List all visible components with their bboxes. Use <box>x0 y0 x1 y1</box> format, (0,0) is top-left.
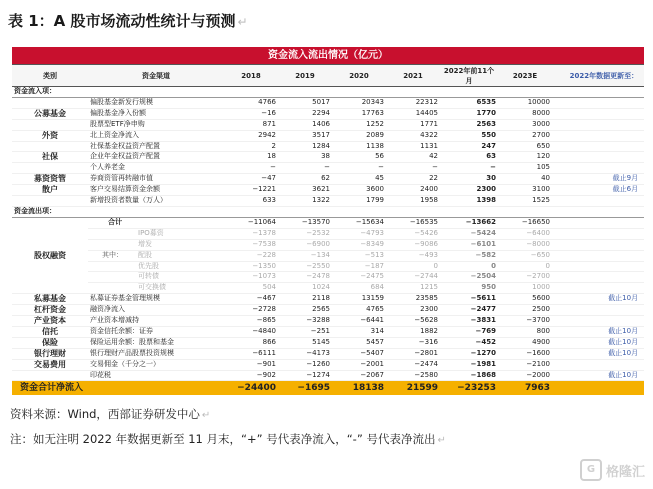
value-cell: −452 <box>440 337 498 348</box>
value-cell: −1270 <box>440 348 498 359</box>
update-note-cell <box>552 130 644 141</box>
value-cell: 504 <box>224 283 278 294</box>
value-cell: 2700 <box>498 130 552 141</box>
sub-label: 其中： <box>102 250 123 259</box>
value-cell: 550 <box>440 130 498 141</box>
value-cell: −9086 <box>386 239 440 250</box>
sub-row <box>12 283 644 294</box>
grand-total-value: 21599 <box>386 381 440 396</box>
value-cell: 1882 <box>386 326 440 337</box>
footnote-text: 注：如无注明 2022 年数据更新至 11 月末，“+” 号代表净流入，“-” 号代表净流出 <box>10 432 436 446</box>
value-cell: 2300 <box>440 185 498 196</box>
update-note-cell <box>552 316 644 327</box>
update-note-cell <box>552 152 644 163</box>
value-cell: −513 <box>332 250 386 261</box>
value-cell: 1398 <box>440 196 498 207</box>
value-cell: 1958 <box>386 196 440 207</box>
update-note-cell <box>552 250 644 261</box>
item-cell: 银行理财产品股票投资规模 <box>88 348 224 359</box>
return-mark: ↵ <box>201 410 211 421</box>
value-cell: 871 <box>224 119 278 130</box>
value-cell: −865 <box>224 316 278 327</box>
category-cell: 散户 <box>12 185 88 196</box>
value-cell: 2563 <box>440 119 498 130</box>
value-cell: 5145 <box>278 337 332 348</box>
value-cell: 1770 <box>440 108 498 119</box>
item-cell: 保险运用余额：股票和基金 <box>88 337 224 348</box>
sub-row <box>12 228 644 239</box>
category-cell: 产业资本 <box>12 316 88 327</box>
table-row <box>12 294 644 305</box>
value-cell: 1252 <box>332 119 386 130</box>
value-cell: −251 <box>278 326 332 337</box>
value-cell: 3517 <box>278 130 332 141</box>
value-cell: 3100 <box>498 185 552 196</box>
value-cell: 1771 <box>386 119 440 130</box>
item-cell: 社保基金权益资产配置 <box>88 141 224 152</box>
category-cell <box>12 97 88 108</box>
value-cell: 800 <box>498 326 552 337</box>
value-cell: 62 <box>278 174 332 185</box>
table-row <box>12 370 644 381</box>
value-cell: −8000 <box>498 239 552 250</box>
update-note-cell <box>552 228 644 239</box>
item-cell: 新增投资者数量（万人） <box>88 196 224 207</box>
update-note-cell: 截止10月 <box>552 326 644 337</box>
grand-total-value: −1695 <box>278 381 332 396</box>
category-cell <box>12 370 88 381</box>
value-cell: 14405 <box>386 108 440 119</box>
value-cell: −582 <box>440 250 498 261</box>
table-header-row <box>12 65 644 87</box>
value-cell: −316 <box>386 337 440 348</box>
category-cell: 募资资管 <box>12 174 88 185</box>
value-cell: −187 <box>332 261 386 272</box>
update-note-cell: 截止10月 <box>552 294 644 305</box>
value-cell: −2000 <box>498 370 552 381</box>
update-note-cell <box>552 141 644 152</box>
category-cell: 外资 <box>12 130 88 141</box>
sub-item-cell: 优先股 <box>88 261 224 272</box>
value-cell: −2001 <box>332 359 386 370</box>
value-cell: 3000 <box>498 119 552 130</box>
value-cell: −134 <box>278 250 332 261</box>
value-cell: −1600 <box>498 348 552 359</box>
value-cell: −4840 <box>224 326 278 337</box>
update-note-cell: 截止6月 <box>552 185 644 196</box>
value-cell: 1131 <box>386 141 440 152</box>
watermark <box>580 459 645 481</box>
table-row <box>12 119 644 130</box>
value-cell: 120 <box>498 152 552 163</box>
category-cell <box>12 163 88 174</box>
item-cell: 北上资金净流入 <box>88 130 224 141</box>
sub-item-cell <box>88 250 224 261</box>
value-cell: −13662 <box>440 217 498 228</box>
table-row <box>12 163 644 174</box>
value-cell: 18 <box>224 152 278 163</box>
category-cell: 社保 <box>12 152 88 163</box>
table-row <box>12 97 644 108</box>
value-cell: −6400 <box>498 228 552 239</box>
value-cell: −47 <box>224 174 278 185</box>
value-cell: 30 <box>440 174 498 185</box>
value-cell: 1024 <box>278 283 332 294</box>
item-cell: 偏股基金净入份额 <box>88 108 224 119</box>
sub-item-cell: IPO募资 <box>88 228 224 239</box>
value-cell: 4900 <box>498 337 552 348</box>
item-cell: 股票型ETF净申购 <box>88 119 224 130</box>
table-banner: 资金流入流出情况（亿元） <box>12 47 644 65</box>
category-cell: 私募基金 <box>12 294 88 305</box>
value-cell: −2504 <box>440 272 498 283</box>
value-cell: − <box>332 163 386 174</box>
value-cell: −2475 <box>332 272 386 283</box>
value-cell: −16650 <box>498 217 552 228</box>
value-cell: −11064 <box>224 217 278 228</box>
value-cell: −1981 <box>440 359 498 370</box>
sub-item-cell: 可交换债 <box>88 283 224 294</box>
column-header: 2019 <box>278 65 332 87</box>
column-header: 2018 <box>224 65 278 87</box>
category-cell <box>12 119 88 130</box>
item-cell: 企业年金权益资产配置 <box>88 152 224 163</box>
column-header: 2021 <box>386 65 440 87</box>
value-cell: 4322 <box>386 130 440 141</box>
value-cell: −2801 <box>386 348 440 359</box>
value-cell: −2550 <box>278 261 332 272</box>
value-cell: −2477 <box>440 305 498 316</box>
item-cell: 融资净流入 <box>88 305 224 316</box>
value-cell: −3700 <box>498 316 552 327</box>
table-row <box>12 359 644 370</box>
table-row <box>12 348 644 359</box>
source-note <box>10 406 210 422</box>
value-cell: 17763 <box>332 108 386 119</box>
item-cell: 客户交易结算资金余额 <box>88 185 224 196</box>
value-cell: −467 <box>224 294 278 305</box>
value-cell: 42 <box>386 152 440 163</box>
value-cell: 8000 <box>498 108 552 119</box>
watermark-text: 格隆汇 <box>605 464 645 480</box>
value-cell: −650 <box>498 250 552 261</box>
sub-row <box>12 261 644 272</box>
value-cell: −16 <box>224 108 278 119</box>
value-cell: − <box>278 163 332 174</box>
value-cell: −7538 <box>224 239 278 250</box>
value-cell: 2 <box>224 141 278 152</box>
value-cell: 56 <box>332 152 386 163</box>
value-cell: −13570 <box>278 217 332 228</box>
value-cell: 4766 <box>224 97 278 108</box>
value-cell: −5407 <box>332 348 386 359</box>
grand-total-note <box>552 381 644 396</box>
section-row-outflow <box>12 206 644 217</box>
update-note-cell <box>552 272 644 283</box>
value-cell: −1221 <box>224 185 278 196</box>
value-cell: 40 <box>498 174 552 185</box>
value-cell: 2400 <box>386 185 440 196</box>
section-label-outflow: 资金流出项： <box>12 206 644 217</box>
value-cell: −769 <box>440 326 498 337</box>
update-note-cell: 截止10月 <box>552 370 644 381</box>
table-row <box>12 130 644 141</box>
value-cell: −5611 <box>440 294 498 305</box>
value-cell: −3288 <box>278 316 332 327</box>
section-label-inflow: 资金流入项： <box>12 87 644 98</box>
column-header: 资金渠道 <box>88 65 224 87</box>
item-cell: 个人养老金 <box>88 163 224 174</box>
value-cell: −2744 <box>386 272 440 283</box>
category-cell: 公募基金 <box>12 108 88 119</box>
value-cell: 45 <box>332 174 386 185</box>
update-note-cell <box>552 305 644 316</box>
table-row <box>12 305 644 316</box>
value-cell: 2294 <box>278 108 332 119</box>
update-note-cell <box>552 97 644 108</box>
value-cell: 1406 <box>278 119 332 130</box>
value-cell: 866 <box>224 337 278 348</box>
table-row <box>12 316 644 327</box>
update-note-cell <box>552 119 644 130</box>
value-cell: 5457 <box>332 337 386 348</box>
table-caption <box>8 10 248 31</box>
update-note-cell <box>552 163 644 174</box>
table-row <box>12 196 644 207</box>
category-cell: 银行理财 <box>12 348 88 359</box>
value-cell: 2942 <box>224 130 278 141</box>
value-cell: 0 <box>498 261 552 272</box>
sub-row <box>12 272 644 283</box>
value-cell: −5424 <box>440 228 498 239</box>
grand-total-value: 18138 <box>332 381 386 396</box>
update-note-cell <box>552 239 644 250</box>
item-cell: 券商资管再转融市值 <box>88 174 224 185</box>
table-row <box>12 337 644 348</box>
value-cell: −15634 <box>332 217 386 228</box>
value-cell: −2728 <box>224 305 278 316</box>
return-mark: ↵ <box>237 15 248 29</box>
value-cell: −2700 <box>498 272 552 283</box>
value-cell: −901 <box>224 359 278 370</box>
update-note-cell <box>552 283 644 294</box>
table-row <box>12 185 644 196</box>
item-cell: 印花税 <box>88 370 224 381</box>
value-cell: 1799 <box>332 196 386 207</box>
value-cell: 1000 <box>498 283 552 294</box>
category-cell <box>12 141 88 152</box>
value-cell: 1322 <box>278 196 332 207</box>
column-header: 2023E <box>498 65 552 87</box>
table-row <box>12 141 644 152</box>
value-cell: −6441 <box>332 316 386 327</box>
value-cell: 3621 <box>278 185 332 196</box>
value-cell: −902 <box>224 370 278 381</box>
value-cell: −1378 <box>224 228 278 239</box>
value-cell: 0 <box>440 261 498 272</box>
value-cell: 5600 <box>498 294 552 305</box>
value-cell: −6111 <box>224 348 278 359</box>
value-cell: 633 <box>224 196 278 207</box>
value-cell: 2300 <box>386 305 440 316</box>
value-cell: 5017 <box>278 97 332 108</box>
value-cell: −2474 <box>386 359 440 370</box>
value-cell: 2118 <box>278 294 332 305</box>
category-cell <box>12 196 88 207</box>
value-cell: 22 <box>386 174 440 185</box>
value-cell: −6900 <box>278 239 332 250</box>
value-cell: 6535 <box>440 97 498 108</box>
value-cell: 38 <box>278 152 332 163</box>
item-cell: 资金信托余额：证券 <box>88 326 224 337</box>
update-note-cell: 截止10月 <box>552 337 644 348</box>
table-row <box>12 174 644 185</box>
update-note-cell <box>552 217 644 228</box>
category-cell: 信托 <box>12 326 88 337</box>
section-row-inflow <box>12 87 644 98</box>
column-header: 2022年数据更新至： <box>552 65 644 87</box>
liquidity-table <box>12 47 644 395</box>
item-cell: 私募证券基金管理规模 <box>88 294 224 305</box>
value-cell: −2100 <box>498 359 552 370</box>
table-row <box>12 108 644 119</box>
value-cell: −6101 <box>440 239 498 250</box>
column-header: 2020 <box>332 65 386 87</box>
item-cell: 交易佣金（千分之一） <box>88 359 224 370</box>
grand-total-value: −24400 <box>224 381 278 396</box>
sub-item-cell: 可转债 <box>88 272 224 283</box>
value-cell: 105 <box>498 163 552 174</box>
item-cell: 合计 <box>88 217 224 228</box>
table-row <box>12 326 644 337</box>
value-cell: 2565 <box>278 305 332 316</box>
value-cell: −4173 <box>278 348 332 359</box>
sub-item-text: 配股 <box>138 250 152 259</box>
value-cell: −16535 <box>386 217 440 228</box>
update-note-cell <box>552 196 644 207</box>
value-cell: − <box>386 163 440 174</box>
return-mark: ↵ <box>437 435 446 446</box>
category-cell: 杠杆资金 <box>12 305 88 316</box>
sub-row <box>12 250 644 261</box>
update-note-cell: 截止10月 <box>552 348 644 359</box>
value-cell: 22312 <box>386 97 440 108</box>
value-cell: 4765 <box>332 305 386 316</box>
value-cell: 2500 <box>498 305 552 316</box>
value-cell: 684 <box>332 283 386 294</box>
grand-total-label: 资金合计净流入 <box>12 381 224 396</box>
source-text: 资料来源：Wind，西部证券研发中心 <box>10 407 200 421</box>
value-cell: 1138 <box>332 141 386 152</box>
value-cell: 1525 <box>498 196 552 207</box>
value-cell: 247 <box>440 141 498 152</box>
sub-item-cell: 增发 <box>88 239 224 250</box>
update-note-cell: 截止9月 <box>552 174 644 185</box>
footnote <box>10 431 446 447</box>
value-cell: 2089 <box>332 130 386 141</box>
column-header: 2022年前11个月 <box>440 65 498 87</box>
value-cell: 1284 <box>278 141 332 152</box>
table-banner-row <box>12 47 644 65</box>
value-cell: 3600 <box>332 185 386 196</box>
category-cell: 交易费用 <box>12 359 88 370</box>
value-cell: 63 <box>440 152 498 163</box>
update-note-cell <box>552 108 644 119</box>
value-cell: −1350 <box>224 261 278 272</box>
value-cell: −2067 <box>332 370 386 381</box>
value-cell: −8349 <box>332 239 386 250</box>
value-cell: 650 <box>498 141 552 152</box>
value-cell: −228 <box>224 250 278 261</box>
value-cell: −3831 <box>440 316 498 327</box>
category-cell: 保险 <box>12 337 88 348</box>
value-cell: 314 <box>332 326 386 337</box>
watermark-logo-icon: G <box>580 459 602 481</box>
value-cell: −1260 <box>278 359 332 370</box>
value-cell: −5628 <box>386 316 440 327</box>
table-row <box>12 217 644 228</box>
item-cell: 产业资本增减持 <box>88 316 224 327</box>
item-cell: 偏股基金新发行规模 <box>88 97 224 108</box>
table-row <box>12 152 644 163</box>
column-header: 类别 <box>12 65 88 87</box>
liquidity-table-container <box>12 47 644 395</box>
grand-total-value: 7963 <box>498 381 552 396</box>
sub-row <box>12 239 644 250</box>
value-cell: −1274 <box>278 370 332 381</box>
value-cell: −5426 <box>386 228 440 239</box>
value-cell: −1073 <box>224 272 278 283</box>
grand-total-row <box>12 381 644 396</box>
caption-title: 表 1：A 股市场流动性统计与预测 <box>8 12 236 30</box>
value-cell: 20343 <box>332 97 386 108</box>
grand-total-value: −23253 <box>440 381 498 396</box>
value-cell: −493 <box>386 250 440 261</box>
value-cell: − <box>224 163 278 174</box>
value-cell: −2478 <box>278 272 332 283</box>
value-cell: 10000 <box>498 97 552 108</box>
value-cell: −1868 <box>440 370 498 381</box>
update-note-cell <box>552 261 644 272</box>
value-cell: 23585 <box>386 294 440 305</box>
value-cell: −2532 <box>278 228 332 239</box>
value-cell: −2580 <box>386 370 440 381</box>
value-cell: 13159 <box>332 294 386 305</box>
value-cell: 0 <box>386 261 440 272</box>
value-cell: − <box>440 163 498 174</box>
update-note-cell <box>552 359 644 370</box>
value-cell: 950 <box>440 283 498 294</box>
value-cell: −4793 <box>332 228 386 239</box>
value-cell: 1215 <box>386 283 440 294</box>
category-cell: 股权融资 <box>12 217 88 293</box>
